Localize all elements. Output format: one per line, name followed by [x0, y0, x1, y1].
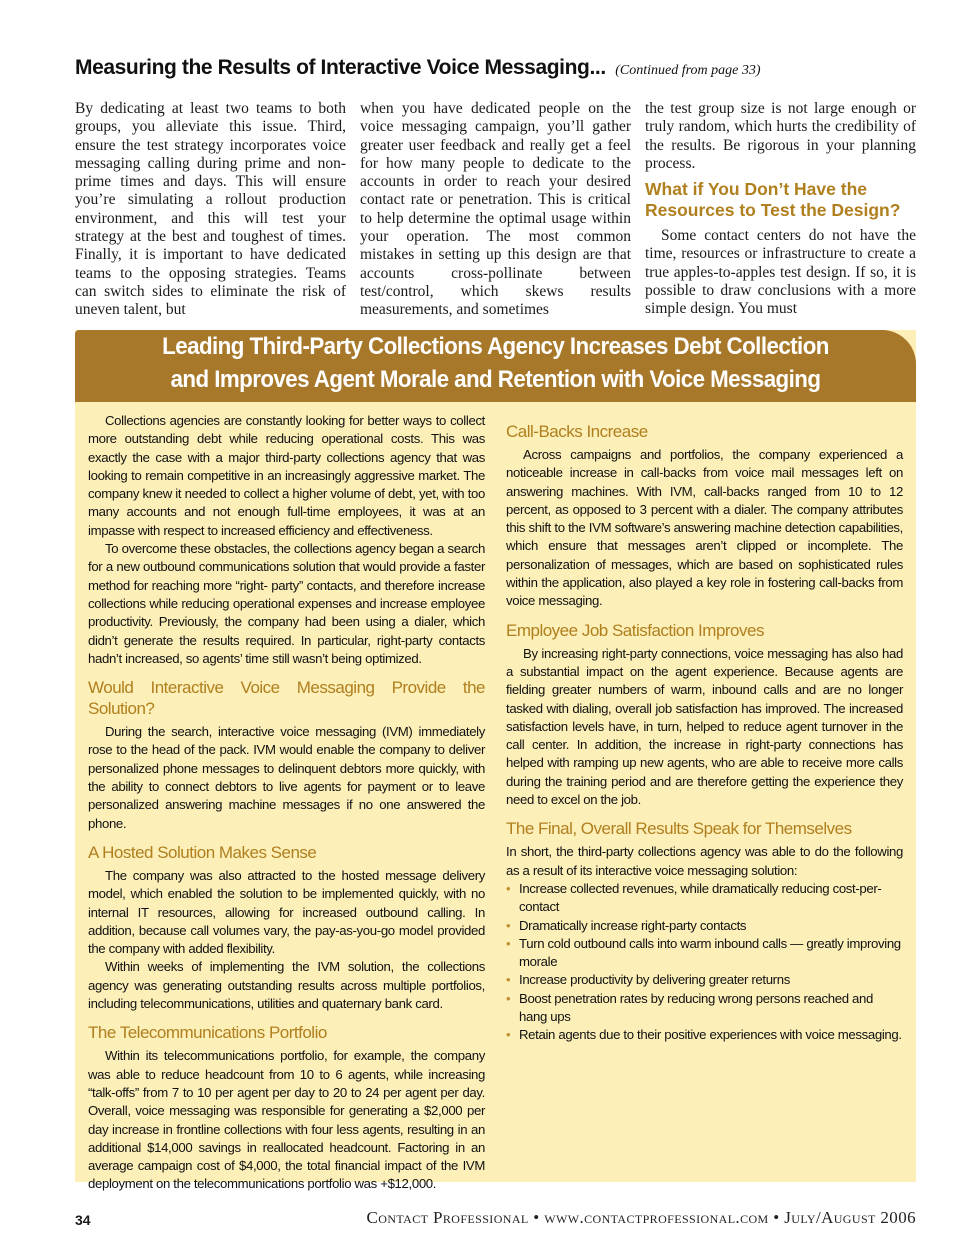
sidebar-banner: [75, 330, 916, 402]
bullet-icon: •: [506, 935, 511, 951]
footer-publication-line: Contact Professional • www.contactprofessional.com • July/August 2006: [366, 1208, 916, 1227]
sidebar-paragraph: In short, the third-party collections agency was able to do the following as a result of its interactive voice messaging solution:: [506, 844, 903, 878]
results-list-text: Dramatically increase right-party contacts: [519, 917, 747, 933]
results-list-item: [506, 880, 903, 917]
sidebar-subheading: A Hosted Solution Makes Sense: [88, 842, 317, 862]
continued-note: (Continued from page 33): [615, 63, 761, 78]
banner-title-line-1: Leading Third-Party Collections Agency Increases Debt Collection: [162, 333, 829, 360]
article-columns: [75, 100, 916, 322]
results-list-item: [506, 1026, 903, 1044]
sidebar-paragraph: The company was also attracted to the hosted message delivery model, which enabled the solution to be implemented quickly, with no internal IT resources, allowing for increased outbound calling. In addition, because call volumes vary, the pay-as-you-go model provided the company with added flexibility.: [88, 867, 485, 957]
bullet-icon: •: [506, 972, 511, 988]
article-title: Measuring the Results of Interactive Voice Messaging...: [75, 56, 606, 79]
sidebar-subheading: Employee Job Satisfaction Improves: [506, 620, 764, 640]
sidebar-columns: [88, 412, 903, 1192]
sidebar-paragraph: During the search, interactive voice messaging (IVM) immediately rose to the head of the pack. IVM would enable the company to deliver personalized phone messages to delinquent debtors more quickly, with the ability to connect debtors to live agents for payment or to leave personalized answering machine messages if no one answered the phone.: [88, 724, 485, 831]
sidebar-paragraph: Within its telecommunications portfolio, for example, the company was able to reduce headcount from 10 to 6 agents, while increasing “talk-offs” from 7 to 10 per agent per day to 20 to 24 per agent per day. Overall, voice messaging was responsible for generating a $2,000 per day increase in frontline collections with four less agents, resulting in an additional $14,000 savings in reallocated headcount. Factoring in an average campaign cost of $4,000, the total financial impact of the IVM deployment on the telecommunications portfolio was +$12,000.: [88, 1048, 485, 1192]
sidebar-paragraph: Within weeks of implementing the IVM solution, the collections agency was generating outstanding results across multiple portfolios, including telecommunications, utilities and quaternary bank card.: [88, 959, 485, 1012]
sidebar-paragraph: Collections agencies are constantly looking for better ways to collect more outstanding debt while reducing operational costs. This was exactly the case with a major third-party collections agency that was looking to remain competitive in an increasingly aggressive market. The company knew it needed to collect a higher volume of debt, yet, with too many accounts and not enough full-time employees, it was at an impasse with respect to increased efficiency and effectiveness.: [88, 413, 485, 538]
sidebar-subheading: Would Interactive Voice Messaging Provide the Solution?: [88, 678, 485, 719]
bullet-icon: •: [506, 880, 511, 896]
page-number: 34: [75, 1212, 91, 1228]
sidebar-paragraph: To overcome these obstacles, the collections agency began a search for a new outbound communications solution that would provide a faster method for reaching more “right- party” contacts, and therefore increase collections while reducing operational expenses and increase employee productivity. Previously, the company had been using a dialer, which didn’t generate the results required. In particular, right-party contacts hadn’t increased, so agents’ time still wasn’t being optimized.: [88, 541, 485, 666]
results-list-item: [506, 935, 903, 972]
sidebar-subheading: The Telecommunications Portfolio: [88, 1023, 327, 1043]
results-list-text: Increase collected revenues, while dramatically reducing cost-per-contact: [519, 880, 882, 915]
results-list-text: Turn cold outbound calls into warm inbound calls — greatly improving morale: [519, 935, 901, 970]
results-list-item: [506, 917, 903, 935]
sidebar-paragraph: Across campaigns and portfolios, the company experienced a noticeable increase in call-backs from voice mail messages left on answering machines. With IVM, call-backs ranged from 10 to 12 percent, as opposed to 3 percent with a dialer. The company attributes this shift to the IVM software’s answering machine detection capabilities, which ensure that messages aren’t clipped or incomplete. The personalization of messages, which are based on sophisticated rules within the application, also played a key role in fostering call-backs from voice messaging.: [506, 447, 903, 609]
article-column-1: [75, 100, 346, 322]
bullet-icon: •: [506, 917, 511, 933]
sidebar-paragraph: By increasing right-party connections, voice messaging has also had a substantial impact on the agent experience. Because agents are fielding greater numbers of warm, inbound calls and are no longer tasked with dialing, overall job satisfaction has improved. The increased satisfaction levels have, in turn, helped to reduce agent turnover in the call center. In addition, the increase in right-party connections has helped with ramping up new agents, who are able to receive more calls during the training period and are therefore getting the experience they need to excel on the job.: [506, 645, 903, 808]
sidebar-column-left: [88, 412, 485, 1194]
results-list: [506, 880, 903, 1045]
article-paragraph: the test group size is not large enough or truly random, which hurts the credibility of the results. Be rigorous in your planning process.: [645, 100, 916, 172]
article-column-3: [645, 100, 916, 322]
case-study-sidebar: [75, 330, 916, 1192]
article-headline: [75, 56, 915, 80]
results-list-item: [506, 971, 903, 989]
sidebar-subheading: Call-Backs Increase: [506, 422, 648, 441]
article-paragraph: Some contact centers do not have the time, resources or infrastructure to create a true apples-to-apples test design. If so, it is possible to draw conclusions with a more simple design. You must: [645, 227, 916, 318]
results-list-item: [506, 990, 903, 1027]
banner-title-line-2: and Improves Agent Morale and Retention with Voice Messaging: [170, 366, 821, 393]
results-list-text: Boost penetration rates by reducing wrong persons reached and hang ups: [519, 990, 873, 1025]
article-subheading: What if You Don’t Have the Resources to Test the Design?: [645, 179, 901, 221]
results-list-text: Increase productivity by delivering greater returns: [519, 972, 790, 988]
bullet-icon: •: [506, 1027, 511, 1043]
article-paragraph: By dedicating at least two teams to both groups, you alleviate this issue. Third, ensure the test strategy incorporates voice messaging calling during prime and non-prime times and days. This will ensure you’re simulating a rollout production environment, and this will test your strategy at the best and toughest of times. Finally, it is important to have dedicated teams to the opposing strategies. Teams can switch sides to eliminate the risk of uneven talent, but: [75, 100, 346, 319]
sidebar-subheading: The Final, Overall Results Speak for Themselves: [506, 819, 852, 839]
results-list-text: Retain agents due to their positive experiences with voice messaging.: [519, 1027, 902, 1043]
bullet-icon: •: [506, 990, 511, 1006]
article-paragraph: when you have dedicated people on the voice messaging campaign, you’ll gather greater user feedback and really get a feel for how many people to dedicate to the accounts in order to reach your desired contact rate or penetration. This is critical to help determine the optimal usage within your operation. The most common mistakes in setting up this design are that accounts cross-pollinate between test/control, which skews results measurements, and sometimes: [360, 100, 631, 319]
article-column-2: [360, 100, 631, 322]
sidebar-column-right: [506, 412, 903, 1194]
